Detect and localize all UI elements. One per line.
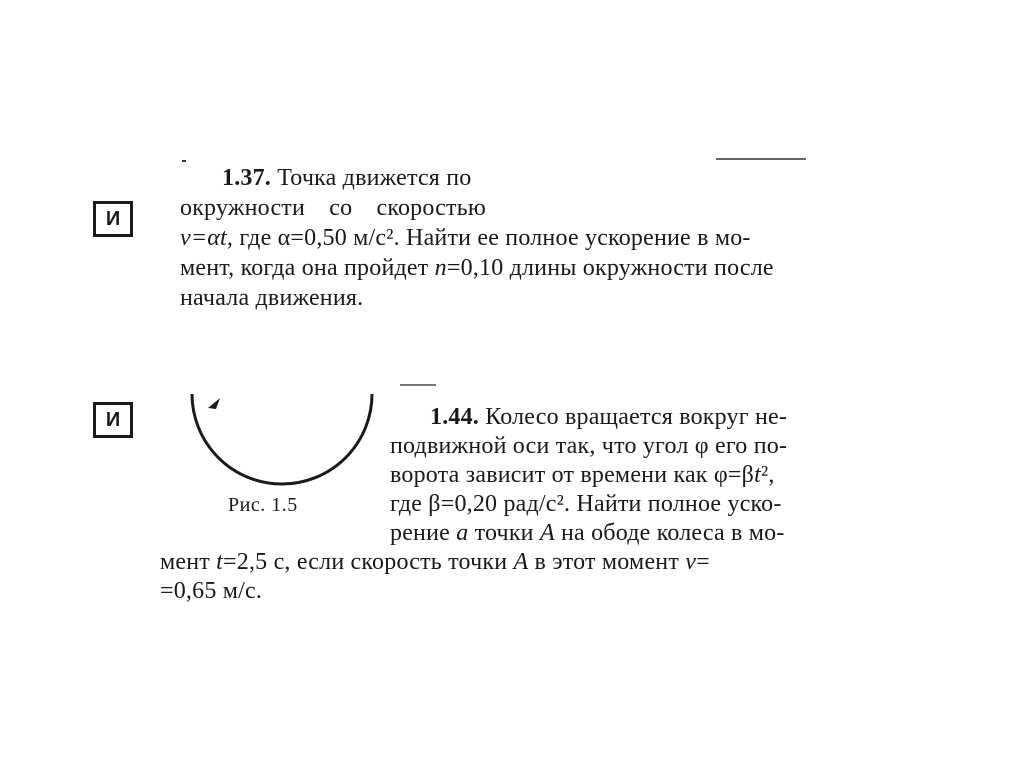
wheel-rim-arc: [192, 394, 372, 484]
problem-1-44-line: где β=0,20 рад/с². Найти полное уско-: [390, 491, 782, 517]
problem-1-44-line: [160, 547, 710, 577]
wheel-arc-figure: [180, 380, 380, 490]
problem-1-44-line: =0,65 м/с.: [160, 578, 263, 604]
problem-1-37-line: [180, 253, 774, 283]
text-run: на ободе колеса в мо-: [554, 520, 785, 546]
problem-1-37-line: начала движения.: [180, 285, 364, 311]
text-run: мент, когда она пройдет: [180, 255, 435, 281]
text-run: Колесо вращается вокруг не-: [485, 404, 788, 430]
text-run: ворота зависит от времени как φ=β: [390, 462, 755, 488]
problem-1-37-line: окружности со скоростью: [180, 195, 486, 221]
text-run: =0,10 длины окружности после: [446, 255, 774, 281]
text-run: =2,5 с, если скорость точки: [223, 549, 514, 575]
problem-number: 1.44.: [430, 404, 479, 430]
text-run: =: [696, 549, 710, 575]
formula-symbol: A: [513, 549, 529, 575]
problem-1-44-line: подвижной оси так, что угол φ его по-: [390, 433, 788, 459]
text-run: рение: [390, 520, 457, 546]
text-run: мент: [160, 549, 217, 575]
problem-1-44-line: [390, 518, 785, 548]
text-run: Точка движется по: [277, 165, 472, 191]
formula-symbol: A: [539, 520, 555, 546]
formula-symbol: a: [456, 520, 469, 546]
formula: v=αt: [180, 225, 227, 251]
formula-symbol: t: [754, 462, 761, 488]
problem-1-44-line: [390, 460, 775, 490]
figure-caption: Рис. 1.5: [228, 494, 298, 516]
scan-smudge: [400, 384, 436, 386]
formula-symbol: t: [216, 549, 224, 575]
problem-number: 1.37.: [222, 165, 271, 191]
text-run: ²,: [760, 462, 775, 488]
scan-smudge: [716, 158, 806, 160]
scan-smudge: [182, 160, 186, 162]
problem-1-44-line: [430, 402, 787, 432]
rotation-arrow-icon: [208, 398, 220, 409]
formula-symbol: n: [434, 255, 447, 281]
problem-1-37-line: [222, 163, 471, 193]
problem-marker-box: И: [93, 402, 133, 438]
formula-symbol: v: [685, 549, 697, 575]
text-run: , где α=0,50 м/с². Найти ее полное ускорение в мо-: [226, 225, 751, 251]
text-run: в этот момент: [528, 549, 686, 575]
problem-marker-box: И: [93, 201, 133, 237]
text-run: точки: [468, 520, 540, 546]
problem-1-37-line: [180, 223, 751, 253]
